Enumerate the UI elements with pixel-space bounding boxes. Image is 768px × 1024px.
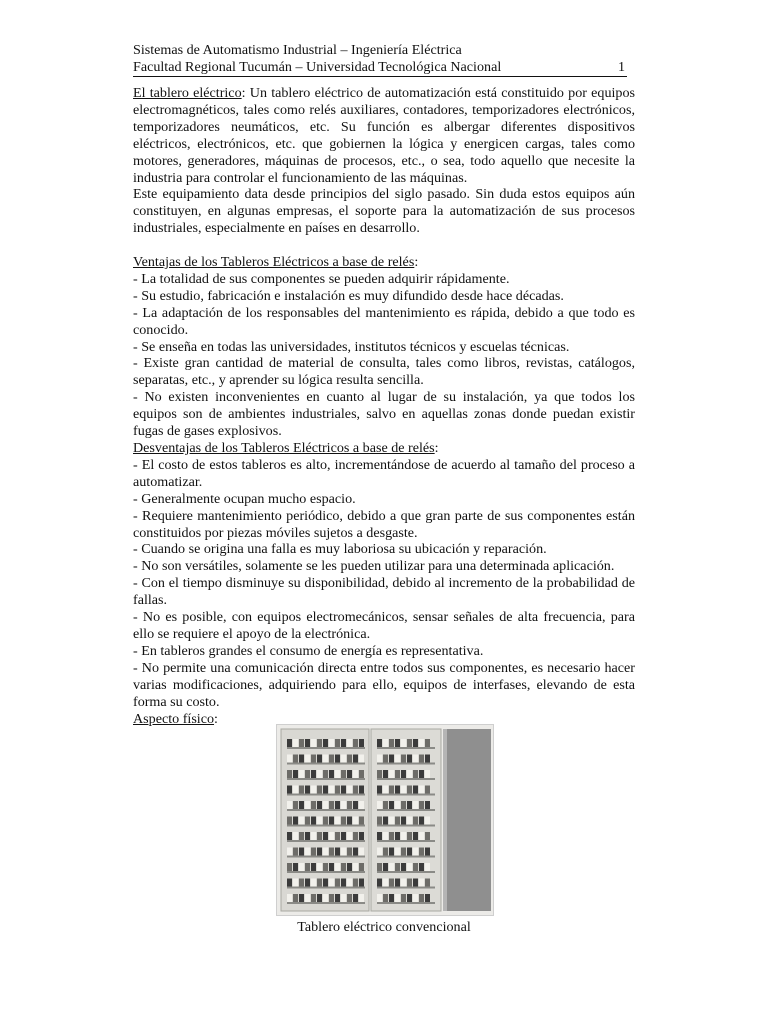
page-number: 1 (617, 58, 625, 75)
list-item: - En tableros grandes el consumo de energía es representativa. (133, 642, 484, 659)
desventajas-heading-line (133, 440, 635, 457)
desventajas-heading: Desventajas de los Tableros Eléctricos a base de relés (133, 440, 435, 457)
list-item: - Su estudio, fabricación e instalación es muy difundido desde hace décadas. (133, 287, 564, 304)
list-item: - No es posible, con equipos electromecánicos, sensar señales de alta frecuencia, para ello se requiere el apoyo de la electrónica. (133, 609, 635, 642)
header-course-title: Sistemas de Automatismo Industrial – Ingeniería Eléctrica (133, 42, 462, 58)
photo-frame (276, 724, 494, 916)
list-item: - Cuando se origina una falla es muy laboriosa su ubicación y reparación. (133, 541, 547, 558)
ventajas-heading-line (133, 254, 635, 271)
document-body (133, 85, 635, 727)
blank-line (133, 237, 635, 254)
header-institution-line (133, 59, 627, 77)
list-item: - No existen inconvenientes en cuanto al lugar de su instalación, ya que todos los equipos son de ambientes industriales, salvo en aquellas zonas donde puedan existir fugas de gases explosivos. (133, 389, 635, 440)
list-item: - No permite una comunicación directa entre todos sus componentes, es necesario hacer varias modificaciones, adquiriendo para ello, equipos de interfases, elevando de esta forma su costo. (133, 659, 635, 710)
electrical-panel-photo (276, 724, 494, 916)
list-item: - La adaptación de los responsables del mantenimiento es rápida, debido a que todo es conocido. (133, 304, 635, 338)
intro-heading: El tablero eléctrico (133, 85, 242, 101)
ventajas-colon: : (414, 254, 419, 271)
intro-paragraph (133, 85, 635, 186)
list-item: - Requiere mantenimiento periódico, debido a que gran parte de sus componentes están constituidos por piezas móviles sujetos a desgaste. (133, 507, 635, 541)
list-item: - Generalmente ocupan mucho espacio. (133, 490, 356, 507)
aspecto-colon: : (214, 710, 218, 727)
list-item: - Con el tiempo disminuye su disponibilidad, debido al incremento de la probabilidad de fallas. (133, 575, 635, 609)
figure-caption: Tablero eléctrico convencional (297, 919, 471, 935)
list-item: - Existe gran cantidad de material de consulta, tales como libros, revistas, catálogos, separatas, etc., y aprender su lógica resulta sencilla. (133, 355, 635, 389)
electrical-cabinet-illustration (277, 725, 493, 915)
intro-text: : Un tablero eléctrico de automatización está constituido por equipos electromagnéticos, tales como relés auxiliares, contadores, temporizadores electrónicos, temporizadores neumáticos, etc. Su función es albergar diferentes dispositivos eléctricos, electrónicos, etc. que gobiernen la lógica y energicen cargas, tales como motores, generadores, máquinas de procesos, etc., o sea, todo aquello que necesite la industria para controlar el funcionamiento de las máquinas. (133, 85, 636, 186)
desventajas-colon: : (434, 440, 439, 457)
intro-paragraph-2: Este equipamiento data desde principios del siglo pasado. Sin duda estos equipos aún constituyen, en algunas empresas, el soporte para la automatización de sus procesos industriales, especialmente en países en desarrollo. (133, 186, 635, 237)
list-item: - Se enseña en todas las universidades, institutos técnicos y escuelas técnicas. (133, 338, 570, 355)
header-institution: Facultad Regional Tucumán – Universidad Tecnológica Nacional (133, 58, 502, 75)
list-item: - La totalidad de sus componentes se pueden adquirir rápidamente. (133, 270, 510, 287)
list-item: - No son versátiles, solamente se les pueden utilizar para una determinada aplicación. (133, 558, 615, 575)
list-item: - El costo de estos tableros es alto, incrementándose de acuerdo al tamaño del proceso a automatizar. (133, 456, 635, 490)
aspecto-heading: Aspecto físico (133, 710, 215, 727)
ventajas-heading: Ventajas de los Tableros Eléctricos a base de relés (133, 254, 415, 271)
page-header (133, 42, 627, 77)
